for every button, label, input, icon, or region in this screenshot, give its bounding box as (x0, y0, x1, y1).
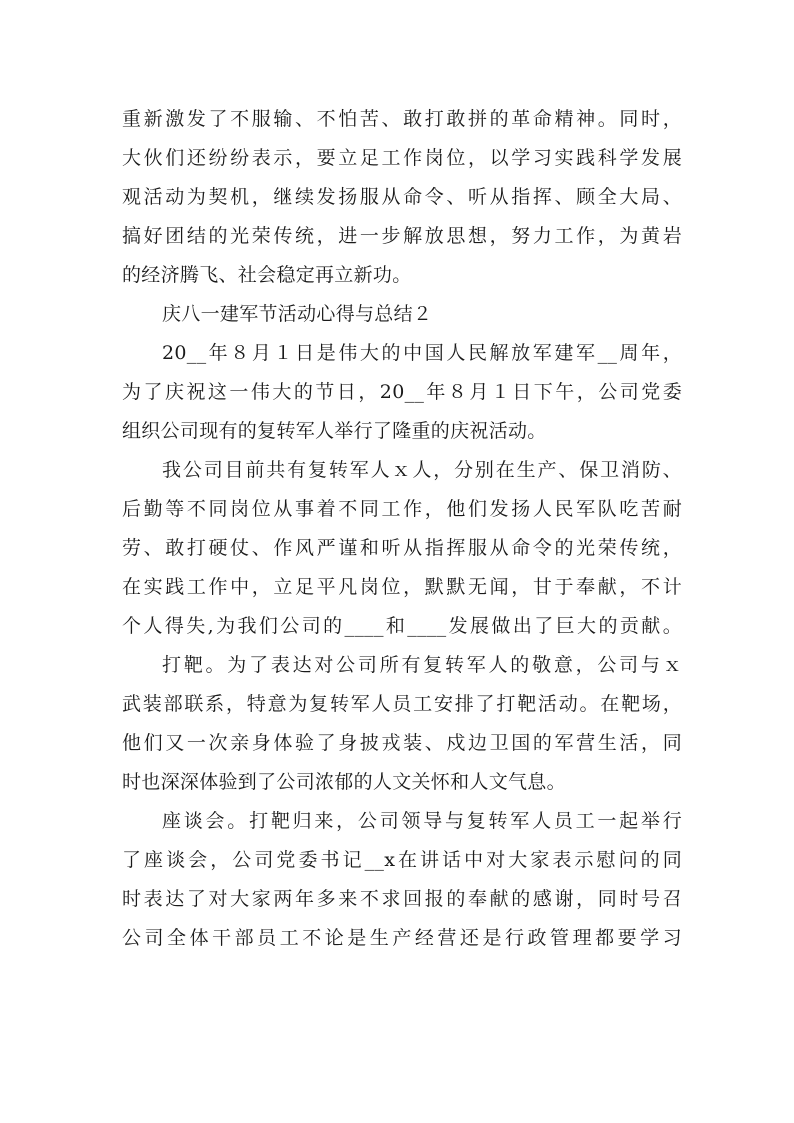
body-line-12: 劳、敢打硬仗、作风严谨和听从指挥服从命令的光荣传统， (122, 537, 682, 559)
body-line-22: 公司全体干部员工不论是生产经营还是行政管理都要学习 (122, 927, 682, 949)
body-line-3: 观活动为契机，继续发扬服从命令、听从指挥、顾全大局、 (122, 186, 682, 208)
body-line-15: 打靶。为了表达对公司所有复转军人的敬意，公司与ｘ (162, 654, 682, 676)
body-line-19: 座谈会。打靶归来，公司领导与复转军人员工一起举行 (162, 810, 682, 832)
body-line-4: 搞好团结的光荣传统，进一步解放思想，努力工作，为黄岩 (122, 225, 682, 247)
body-line-7: 20__年８月１日是伟大的中国人民解放军建军__周年， (162, 342, 682, 364)
body-line-5: 的经济腾飞、社会稳定再立新功。 (122, 264, 412, 286)
body-line-1: 重新激发了不服输、不怕苦、敢打敢拼的革命精神。同时， (122, 108, 682, 130)
document-body (122, 100, 682, 958)
body-line-18: 时也深深体验到了公司浓郁的人文关怀和人文气息。 (122, 771, 566, 793)
body-line-17: 他们又一次亲身体验了身披戎装、戍边卫国的军营生活，同 (122, 732, 682, 754)
body-line-9: 组织公司现有的复转军人举行了隆重的庆祝活动。 (122, 420, 547, 442)
body-line-10: 我公司目前共有复转军人ｘ人，分别在生产、保卫消防、 (162, 459, 682, 481)
body-line-16: 武装部联系，特意为复转军人员工安排了打靶活动。在靶场， (122, 693, 682, 715)
body-line-14: 个人得失,为我们公司的____和____发展做出了巨大的贡献。 (122, 615, 682, 637)
body-line-2: 大伙们还纷纷表示，要立足工作岗位，以学习实践科学发展 (122, 147, 682, 169)
section-heading: 庆八一建军节活动心得与总结２ (162, 303, 433, 325)
body-line-11: 后勤等不同岗位从事着不同工作，他们发扬人民军队吃苦耐 (122, 498, 682, 520)
body-line-20: 了座谈会，公司党委书记__x在讲话中对大家表示慰问的同 (122, 849, 682, 871)
body-line-21: 时表达了对大家两年多来不求回报的奉献的感谢，同时号召 (122, 888, 682, 910)
body-line-8: 为了庆祝这一伟大的节日，20__年８月１日下午，公司党委 (122, 381, 682, 403)
body-line-13: 在实践工作中，立足平凡岗位，默默无闻，甘于奉献，不计 (122, 576, 682, 598)
